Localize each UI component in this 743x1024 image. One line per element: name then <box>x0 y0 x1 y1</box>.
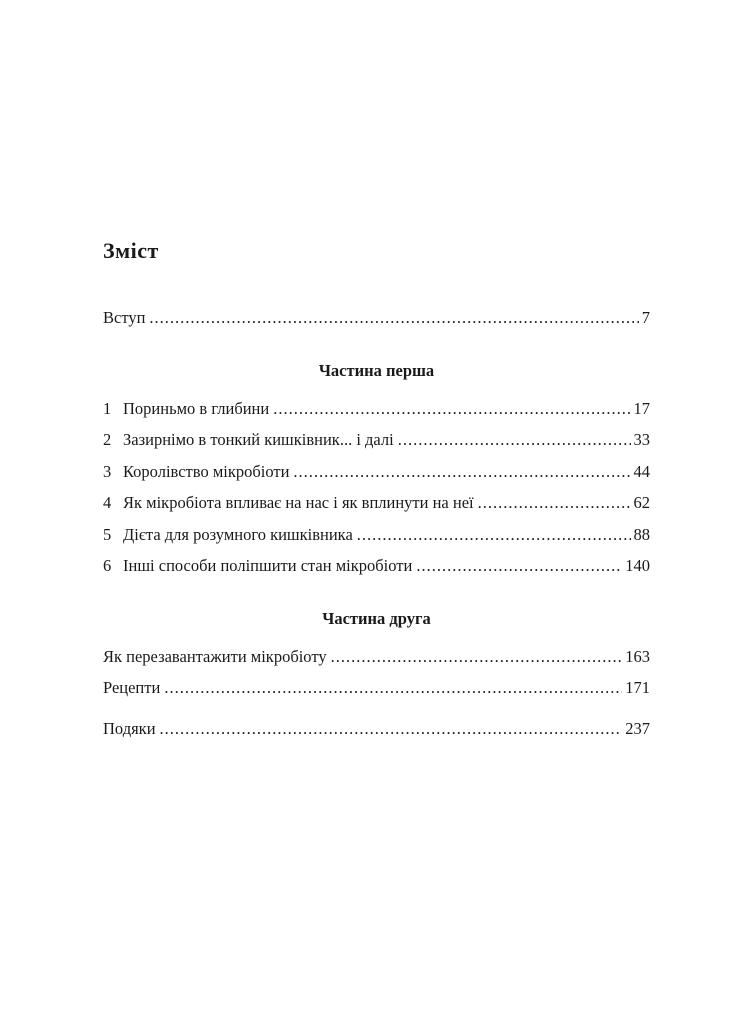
dot-leader <box>149 310 638 327</box>
toc-entry-number: 2 <box>103 430 112 449</box>
toc-entry-number: 5 <box>103 524 112 544</box>
toc-entry-number: 4 <box>103 493 112 512</box>
dot-leader <box>357 527 631 544</box>
toc-entry-page: 17 <box>633 398 650 418</box>
toc-entry-page: 163 <box>625 646 650 666</box>
toc-entry-page: 140 <box>625 556 650 575</box>
toc-entry-label: Подяки <box>103 718 156 738</box>
toc-entry-label: Вступ <box>103 308 146 327</box>
toc-entry <box>103 558 650 575</box>
toc-entry-label: Інші способи поліпшити стан мікробіоти <box>123 556 413 575</box>
toc-entry <box>103 398 650 418</box>
toc-entry <box>103 524 650 544</box>
toc-entry-acknowledgements <box>103 718 650 738</box>
dot-leader <box>416 558 622 575</box>
toc-entry-label: Рецепти <box>103 678 161 697</box>
dot-leader <box>331 649 623 666</box>
toc-entry <box>103 432 650 449</box>
toc-entry-label: Зазирнімо в тонкий кишківник... і далі <box>123 430 394 449</box>
toc-entry-label: Дієта для розумного кишківника <box>123 524 353 544</box>
dot-leader <box>164 680 622 697</box>
toc-entry-intro <box>103 310 650 327</box>
toc-entry-page: 171 <box>625 678 650 697</box>
toc-entry-label: Як перезавантажити мікробіоту <box>103 646 327 666</box>
page-title: Зміст <box>103 238 159 263</box>
toc-entry-number: 6 <box>103 556 112 575</box>
toc-entry-page: 237 <box>625 718 650 738</box>
toc-entry-page: 88 <box>633 524 650 544</box>
dot-leader <box>398 432 631 449</box>
dot-leader <box>478 495 631 512</box>
toc-entry-label: Королівство мікробіоти <box>123 461 290 481</box>
dot-leader <box>293 464 630 481</box>
toc-entry <box>103 680 650 697</box>
toc-entry <box>103 646 650 666</box>
section-heading-part-one: Частина перша <box>318 360 435 380</box>
toc-entry-page: 33 <box>633 430 650 449</box>
toc-entry-label: Як мікробіота впливає на нас і як вплинути на неї <box>123 493 474 512</box>
toc-entry <box>103 495 650 512</box>
dot-leader <box>273 401 630 418</box>
toc-entry-label: Пориньмо в глибини <box>123 398 270 418</box>
toc-entry-number: 3 <box>103 461 112 481</box>
toc-entry-page: 44 <box>633 461 650 481</box>
toc-entry-page: 7 <box>641 308 650 327</box>
toc-entry-number: 1 <box>103 398 112 418</box>
toc-entry <box>103 461 650 481</box>
toc-entry-page: 62 <box>633 493 650 512</box>
dot-leader <box>160 721 623 738</box>
section-heading-part-two: Частина друга <box>322 608 431 628</box>
